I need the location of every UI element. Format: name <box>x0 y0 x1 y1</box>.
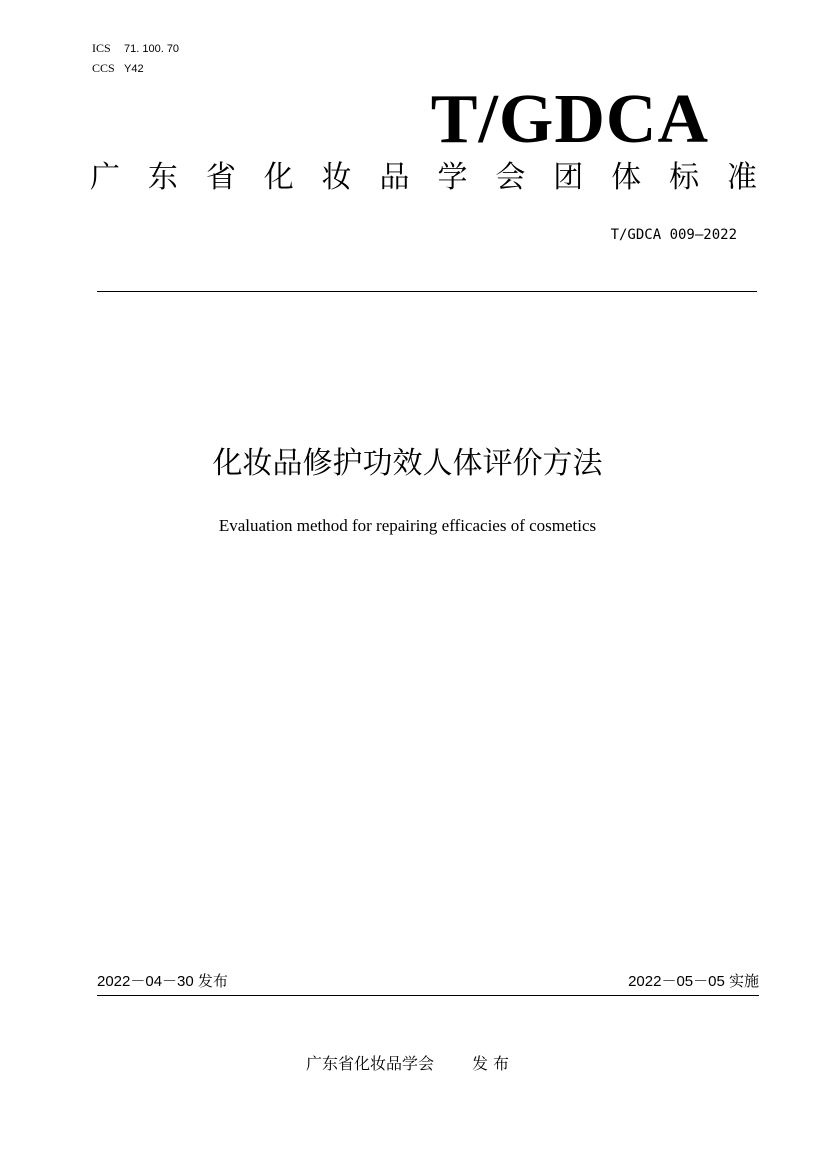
org-title-char: 广 <box>90 160 120 195</box>
org-title-char: 东 <box>147 160 178 195</box>
org-title-char: 准 <box>726 160 757 195</box>
document-title-zh: 化妆品修护功效人体评价方法 <box>212 446 603 481</box>
publisher-action: 发 布 <box>471 1054 510 1073</box>
header-divider <box>97 291 757 292</box>
standard-brand-mark: T/GDCA <box>430 81 709 158</box>
org-title-char: 标 <box>669 160 700 195</box>
ics-label: ICS <box>92 41 111 55</box>
organization-standard-title <box>90 158 757 198</box>
org-title-char: 品 <box>379 160 410 195</box>
org-title-char: 体 <box>611 160 642 195</box>
ccs-value: Y42 <box>124 63 144 75</box>
org-title-char: 省 <box>205 160 236 195</box>
document-title-en: Evaluation method for repairing efficacies of cosmetics <box>218 516 597 535</box>
org-title-char: 团 <box>553 160 584 195</box>
org-title-char: 会 <box>495 160 526 195</box>
ics-line <box>92 41 179 56</box>
org-title-char: 学 <box>437 160 468 195</box>
publisher-name: 广东省化妆品学会 <box>305 1054 434 1073</box>
org-title-char: 妆 <box>321 160 352 195</box>
ccs-label: CCS <box>92 61 115 75</box>
ics-value: 71. 100. 70 <box>124 43 180 55</box>
ccs-line <box>92 61 144 76</box>
implementation-date: 2022－05－05 实施 <box>628 973 759 990</box>
standard-number: T/GDCA 009—2022 <box>610 227 737 243</box>
release-date: 2022－04－30 发布 <box>97 973 228 990</box>
org-title-char: 化 <box>263 160 294 195</box>
publisher-line <box>0 1053 815 1075</box>
footer-divider <box>97 995 759 996</box>
